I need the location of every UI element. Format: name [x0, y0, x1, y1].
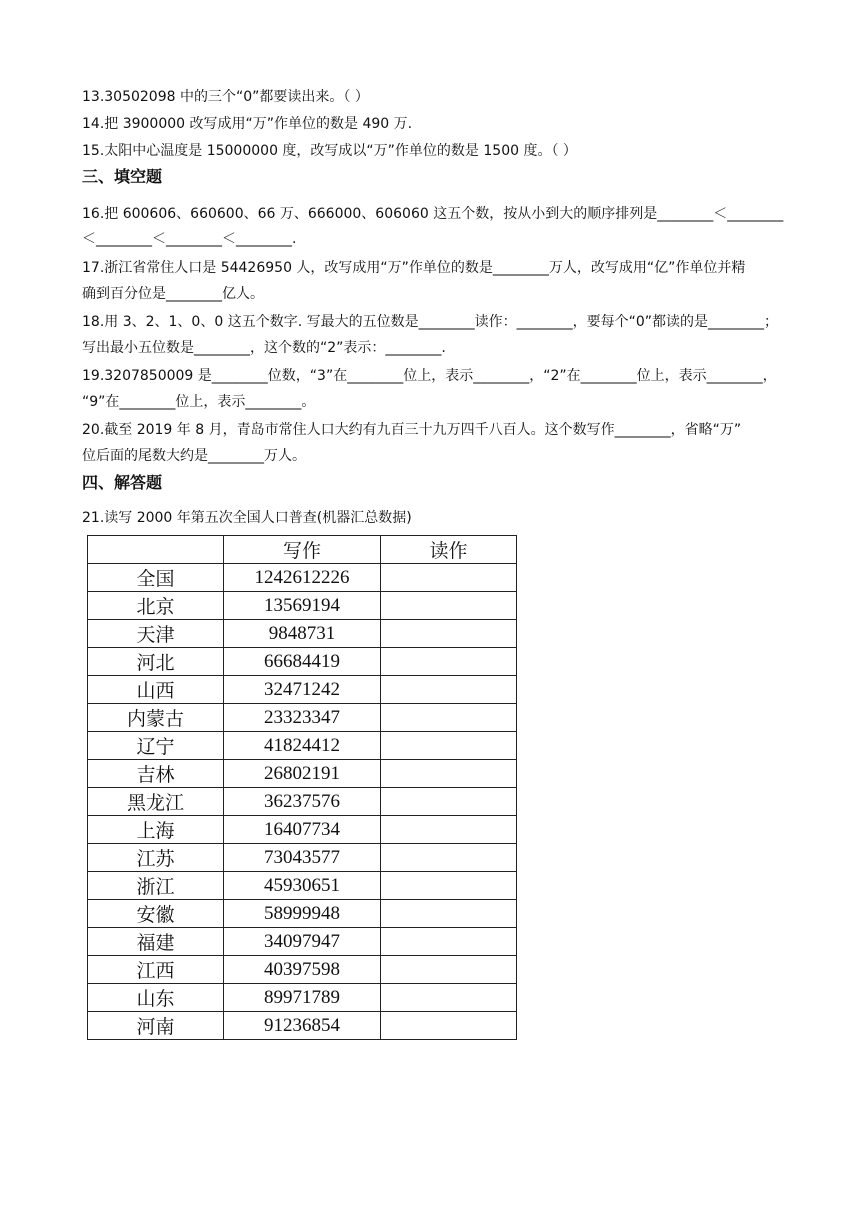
question-19-line1: 19.3207850009 是________位数，“3”在________位上，表示________，“2”在________位上，表示________， [82, 368, 777, 384]
reading-cell[interactable] [381, 956, 517, 984]
region-cell: 吉林 [88, 760, 224, 788]
reading-cell[interactable] [381, 984, 517, 1012]
reading-cell[interactable] [381, 872, 517, 900]
table-row [88, 704, 517, 732]
question-15: 15.太阳中心温度是 15000000 度，改写成以“万”作单位的数是 1500 度。（ ） [82, 143, 577, 159]
question-18-line2: 写出最小五位数是________，这个数的“2”表示：________. [82, 340, 446, 356]
reading-cell[interactable] [381, 760, 517, 788]
table-row [88, 760, 517, 788]
table-header-row [88, 536, 517, 564]
reading-cell[interactable] [381, 704, 517, 732]
table-row [88, 956, 517, 984]
number-cell: 36237576 [224, 788, 381, 816]
table-row [88, 872, 517, 900]
header-region [88, 536, 224, 564]
reading-cell[interactable] [381, 900, 517, 928]
question-19-line2: “9”在________位上，表示________。 [82, 394, 316, 410]
number-cell: 1242612226 [224, 564, 381, 592]
region-cell: 北京 [88, 592, 224, 620]
number-cell: 26802191 [224, 760, 381, 788]
question-13: 13.30502098 中的三个“0”都要读出来。（ ） [82, 89, 369, 105]
question-16-line1: 16.把 600606、660600、66 万、666000、606060 这五个数，按从小到大的顺序排列是________＜________ [82, 206, 784, 222]
reading-cell[interactable] [381, 732, 517, 760]
region-cell: 上海 [88, 816, 224, 844]
table-row [88, 928, 517, 956]
table-row [88, 564, 517, 592]
number-cell: 91236854 [224, 1012, 381, 1040]
reading-cell[interactable] [381, 816, 517, 844]
table-row [88, 732, 517, 760]
question-21: 21.读写 2000 年第五次全国人口普查(机器汇总数据) [82, 510, 412, 526]
number-cell: 66684419 [224, 648, 381, 676]
table-row [88, 648, 517, 676]
question-18-line1: 18.用 3、2、1、0、0 这五个数字. 写最大的五位数是________读作：________，要每个“0”都读的是________； [82, 314, 779, 330]
section-heading-fill-blank: 三、填空题 [82, 167, 163, 186]
table-row [88, 788, 517, 816]
table-row [88, 816, 517, 844]
number-cell: 58999948 [224, 900, 381, 928]
region-cell: 辽宁 [88, 732, 224, 760]
number-cell: 23323347 [224, 704, 381, 732]
reading-cell[interactable] [381, 592, 517, 620]
question-14: 14.把 3900000 改写成用“万”作单位的数是 490 万. [82, 116, 413, 132]
question-20-line2: 位后面的尾数大约是________万人。 [82, 448, 306, 464]
question-20-line1: 20.截至 2019 年 8 月，青岛市常住人口大约有九百三十九万四千八百人。这个数写作________，省略“万” [82, 422, 742, 438]
question-17-line2: 确到百分位是________亿人。 [82, 286, 264, 302]
number-cell: 40397598 [224, 956, 381, 984]
reading-cell[interactable] [381, 564, 517, 592]
table-row [88, 676, 517, 704]
reading-cell[interactable] [381, 676, 517, 704]
reading-cell[interactable] [381, 620, 517, 648]
header-written: 写作 [224, 536, 381, 564]
section-heading-answer: 四、解答题 [82, 473, 163, 492]
region-cell: 黑龙江 [88, 788, 224, 816]
region-cell: 安徽 [88, 900, 224, 928]
question-17-line1: 17.浙江省常住人口是 54426950 人，改写成用“万”作单位的数是________万人，改写成用“亿”作单位并精 [82, 260, 746, 276]
question-16-line2: ＜________＜________＜________. [82, 231, 297, 247]
census-table [87, 535, 517, 1040]
region-cell: 山西 [88, 676, 224, 704]
number-cell: 73043577 [224, 844, 381, 872]
table-row [88, 900, 517, 928]
table-row [88, 620, 517, 648]
region-cell: 福建 [88, 928, 224, 956]
region-cell: 江苏 [88, 844, 224, 872]
number-cell: 41824412 [224, 732, 381, 760]
reading-cell[interactable] [381, 1012, 517, 1040]
table-row [88, 984, 517, 1012]
region-cell: 河北 [88, 648, 224, 676]
table-row [88, 592, 517, 620]
number-cell: 13569194 [224, 592, 381, 620]
region-cell: 天津 [88, 620, 224, 648]
number-cell: 89971789 [224, 984, 381, 1012]
reading-cell[interactable] [381, 648, 517, 676]
region-cell: 全国 [88, 564, 224, 592]
number-cell: 34097947 [224, 928, 381, 956]
header-reading: 读作 [381, 536, 517, 564]
region-cell: 河南 [88, 1012, 224, 1040]
table-row [88, 844, 517, 872]
region-cell: 内蒙古 [88, 704, 224, 732]
region-cell: 浙江 [88, 872, 224, 900]
number-cell: 9848731 [224, 620, 381, 648]
reading-cell[interactable] [381, 928, 517, 956]
region-cell: 江西 [88, 956, 224, 984]
number-cell: 32471242 [224, 676, 381, 704]
table-row [88, 1012, 517, 1040]
number-cell: 16407734 [224, 816, 381, 844]
region-cell: 山东 [88, 984, 224, 1012]
reading-cell[interactable] [381, 844, 517, 872]
reading-cell[interactable] [381, 788, 517, 816]
number-cell: 45930651 [224, 872, 381, 900]
